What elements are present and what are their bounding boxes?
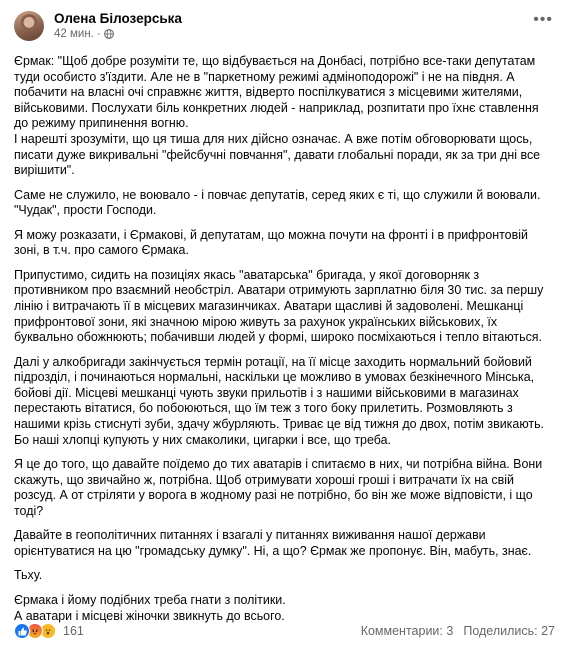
shares-count[interactable]: Поделились: 27 bbox=[463, 624, 555, 638]
post-paragraph: Я це до того, що давайте поїдемо до тих аватарів і спитаємо в них, чи потрібна війна. Вони скажуть, що звичайно ж, потрібна. Щоб отримувати хороші гроші і витрачати їх на свій розсуд. А от стріляти у ворога в жодному разі не потрібно, бо він же може відповісти, і що тоді? bbox=[14, 457, 543, 518]
ellipsis-icon[interactable]: ••• bbox=[533, 11, 553, 28]
post-footer bbox=[14, 622, 555, 640]
post-header bbox=[14, 11, 182, 41]
separator-dot: · bbox=[96, 28, 101, 40]
author-name[interactable]: Олена Білозерська bbox=[54, 11, 182, 26]
post-body bbox=[14, 54, 552, 633]
reactions-summary[interactable] bbox=[14, 623, 84, 639]
post-paragraph: Давайте в геополітичних питаннях і взагалі у питаннях виживання нашої держави орієнтуватися на цю "громадську думку". Ні, а що? Єрмак же пропонує. Він, мабуть, знає. bbox=[14, 528, 532, 558]
avatar[interactable] bbox=[14, 11, 44, 41]
post-stats bbox=[361, 624, 555, 638]
post-paragraph: Єрмака і йому подібних треба гнати з політики. А аватари і місцеві жіночки звикнуть до всього. bbox=[14, 592, 286, 623]
reaction-count: 161 bbox=[63, 624, 84, 638]
post-paragraph: Єрмак: "Щоб добре розуміти те, що відбувається на Донбасі, потрібно все-таки депутатам туди особисто з'їздити. Але не в "паркетному режимі адміноподорожі" і не на півдня. А побачити на власні очі справжнє життя, відверто поспілкуватися з місцевими жителями, військовими. Послухати біль конкретних людей - наприклад, розпитати про їхнє ставлення до режиму припинення вогню. І нарешті зрозуміти, що ця тиша для них дійсно означає. А вже потім обговорювати щось, писати дуже викривальні "фейсбучні повчання", давати глобальні поради, як за три дні все вирішити". bbox=[14, 54, 541, 178]
comments-count[interactable]: Комментарии: 3 bbox=[360, 624, 454, 638]
globe-icon bbox=[104, 29, 114, 39]
post-paragraph: Тьху. bbox=[14, 568, 43, 583]
post-paragraph: Далі у алкобригади закінчується термін ротації, на її місце заходить нормальний бойовий підрозділ, і починаються нормальні, наскільки це можливо в умовах безкінечного Мінська, бойові дії. Місцеві мешканці чують звуки прильотів і з нашими військовими в магазинах перестають вітатися, бо побоюються, що їм теж з того боку прилетить. Розмовляють з нашими крізь стиснуті зуби, здачу жбурляють. Триває це від тижня до двох, потім звикають. Бо наші хлопці купують у них смаколики, цигарки і все, що треба. bbox=[14, 354, 545, 447]
post-time[interactable]: 42 мин. bbox=[54, 28, 94, 40]
post-meta bbox=[54, 27, 182, 41]
post-paragraph: Припустимо, сидить на позиціях якась "аватарська" бригада, у якої договорняк з противником про взаємний необстріл. Аватари отримують зарплатню біля 30 тис. за першу лінію і витрачають її в місцевих магазинчиках. Аватари щасливі й задоволені. Мешканці прифронтової зони, які значною мірою живуть за рахунок українських військових, їх буквально обожнюють; побачивши людей у формі, широко посміхаються і тепло вітаються. bbox=[14, 267, 544, 345]
post-author-block bbox=[54, 11, 182, 41]
post-paragraph: Саме не служило, не воювало - і повчає депутатів, серед яких є ті, що служили й воювали. "Чудак", прости Господи. bbox=[14, 187, 541, 218]
post-paragraph: Я можу розказати, і Єрмакові, й депутатам, що можна почути на фронті і в прифронтовій зоні, в т.ч. про самого Єрмака. bbox=[14, 227, 528, 258]
like-icon bbox=[14, 623, 30, 639]
